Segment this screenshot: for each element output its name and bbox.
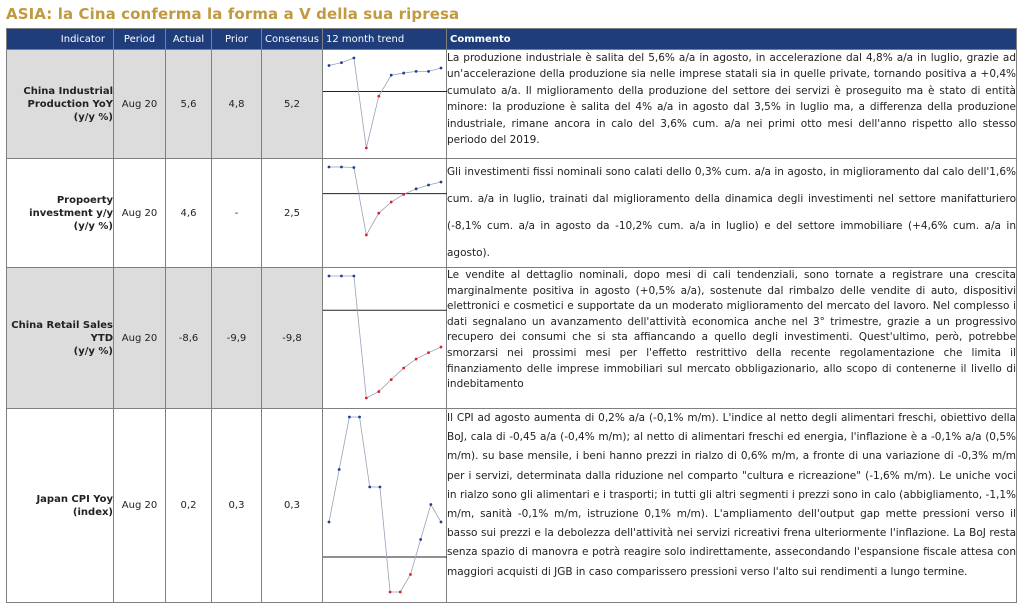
indicator-name xyxy=(7,268,114,409)
trend-point xyxy=(379,486,382,489)
trend-point xyxy=(340,275,343,278)
trend-point xyxy=(440,521,443,524)
trend-point xyxy=(399,591,402,594)
trend-line xyxy=(329,417,441,592)
consensus-cell: 5,2 xyxy=(262,50,323,159)
consensus-cell: 2,5 xyxy=(262,159,323,268)
trend-point xyxy=(328,521,331,524)
trend-line xyxy=(329,276,441,398)
indicator-name xyxy=(7,409,114,603)
table-row xyxy=(7,409,1017,603)
trend-point xyxy=(440,181,443,184)
trend-point xyxy=(419,538,422,541)
actual-cell: 0,2 xyxy=(166,409,212,603)
actual-cell: 5,6 xyxy=(166,50,212,159)
table-row xyxy=(7,50,1017,159)
trend-cell xyxy=(323,159,447,268)
trend-point xyxy=(365,234,368,237)
trend-cell xyxy=(323,268,447,409)
trend-line xyxy=(329,167,441,235)
trend-point xyxy=(328,64,331,67)
indicator-line: (index) xyxy=(72,506,113,518)
trend-point xyxy=(427,351,430,354)
header-consensus: Consensus xyxy=(262,29,323,50)
trend-point xyxy=(377,390,380,393)
trend-sparkline xyxy=(323,268,447,406)
prior-cell: 0,3 xyxy=(212,409,262,603)
consensus-cell: 0,3 xyxy=(262,409,323,603)
table-row xyxy=(7,268,1017,409)
indicator-line: Propoerty xyxy=(56,194,113,206)
comment-cell: Gli investimenti fissi nominali sono calati dello 0,3% cum. a/a in agosto, in miglioramento dal calo dell'1,6% cum. a/a in luglio, trainati dal miglioramento della dinamica degli investimenti nel settore manifatturiero (-8,1% cum. a/a in agosto da -10,2% cum. a/a in luglio) e del settore immobiliare (+4,6% cum. a/a in agosto). xyxy=(447,159,1017,268)
trend-point xyxy=(440,67,443,70)
comment-cell: La produzione industriale è salita del 5,6% a/a in agosto, in accelerazione dal 4,8% a/a in luglio, grazie ad un'accelerazione della produzione sia nelle imprese statali sia in quelle private, tornando positiva a +0,4% cumulato a/a. Il miglioramento della produzione del settore dei servizi è proseguito ma è stato di entità minore: la produzione è salita del 4% a/a in agosto dal 3,5% in luglio ma, a differenza della produzione industriale, rimane ancora in calo del 3,6% cum. a/a nei primi otto mesi dell'anno rispetto allo stesso periodo del 2019. xyxy=(447,50,1017,159)
indicator-line: (y/y %) xyxy=(73,220,113,232)
trend-point xyxy=(368,486,371,489)
trend-point xyxy=(328,275,331,278)
trend-point xyxy=(440,346,443,349)
trend-line xyxy=(329,58,441,148)
trend-sparkline xyxy=(323,159,447,243)
trend-point xyxy=(377,212,380,215)
header-indicator: Indicator xyxy=(7,29,114,50)
trend-point xyxy=(390,378,393,381)
actual-cell: 4,6 xyxy=(166,159,212,268)
trend-point xyxy=(352,166,355,169)
header-actual: Actual xyxy=(166,29,212,50)
indicator-line: China Retail Sales xyxy=(11,319,113,331)
consensus-cell: -9,8 xyxy=(262,268,323,409)
page-title: ASIA: la Cina conferma la forma a V della sua ripresa xyxy=(6,5,460,23)
trend-point xyxy=(427,184,430,187)
trend-point xyxy=(340,166,343,169)
trend-point xyxy=(415,187,418,190)
trend-point xyxy=(377,95,380,98)
comment-cell: Il CPI ad agosto aumenta di 0,2% a/a (-0,1% m/m). L'indice al netto degli alimentari freschi, obiettivo della BoJ, cala di -0,45 a/a (-0,4% m/m); al netto di alimentari freschi ed energia, l'inflazione è a -0,1% a/a (0,5% m/m). su base mensile, i beni hanno prezzi in rialzo di 0,6% m/m, a fronte di una variazione di -0,3% m/m per i servizi, determinata dalla riduzione nel comparto "cultura e ricreazione" (-1,6% m/m). Le uniche voci in rialzo sono gli alimentari e i trasporti; in tutti gli altri segmenti i prezzi sono in calo (abbigliamento, -1,1% m/m, sanità -0,1% m/m, istruzione 0,1% m/m). L'ampliamento dell'output gap mette pressioni verso il basso sui prezzi e la debolezza dell'attività nei servizi ricreativi frena ulteriormente l'inflazione. La BoJ resta senza spazio di manovra e potrà reagire solo indirettamente, assecondando l'espansione fiscale attesa con maggiori acquisti di JGB in caso comparissero pressioni verso l'alto sui rendimenti a lungo termine. xyxy=(447,409,1017,603)
trend-point xyxy=(365,147,368,150)
trend-point xyxy=(358,416,361,419)
trend-point xyxy=(402,72,405,75)
trend-point xyxy=(352,57,355,60)
indicator-line: Production YoY xyxy=(27,98,113,110)
table-row xyxy=(7,159,1017,268)
indicator-line: YTD xyxy=(90,332,113,344)
trend-point xyxy=(340,61,343,64)
trend-point xyxy=(402,367,405,370)
trend-point xyxy=(390,74,393,77)
indicator-line: (y/y %) xyxy=(73,345,113,357)
period-cell: Aug 20 xyxy=(114,50,166,159)
table-header-row xyxy=(7,29,1017,50)
prior-cell: 4,8 xyxy=(212,50,262,159)
trend-point xyxy=(389,591,392,594)
comment-cell: Le vendite al dettaglio nominali, dopo mesi di cali tendenziali, sono tornate a registrare una crescita marginalmente positiva in agosto (+0,5% a/a), sostenute dal rimbalzo delle vendite di auto, dispositivi elettronici e cosmetici e supportate da un moderato miglioramento del mercato del lavoro. Nel complesso i dati segnalano un avanzamento dell'attività economica anche nel 3° trimestre, grazie a un progressivo recupero dei consumi che si sta affiancando a quello degli investimenti. Quest'ultimo, però, potrebbe smorzarsi nei prossimi mesi per l'effetto restrittivo della recente regolamentazione che limita il finanziamento delle imprese immobiliari sul mercato obbligazionario, allo scopo di contenerne il livello di indebitamento xyxy=(447,268,1017,409)
period-cell: Aug 20 xyxy=(114,159,166,268)
trend-point xyxy=(415,358,418,361)
trend-point xyxy=(402,193,405,196)
prior-cell: -9,9 xyxy=(212,268,262,409)
indicator-name xyxy=(7,159,114,268)
header-trend: 12 month trend xyxy=(323,29,447,50)
indicator-line: (y/y %) xyxy=(73,111,113,123)
indicator-name xyxy=(7,50,114,159)
trend-sparkline xyxy=(323,409,447,600)
period-cell: Aug 20 xyxy=(114,268,166,409)
indicator-table xyxy=(6,28,1017,603)
actual-cell: -8,6 xyxy=(166,268,212,409)
trend-point xyxy=(338,468,341,471)
indicator-line: investment y/y xyxy=(29,207,113,219)
header-period: Period xyxy=(114,29,166,50)
trend-point xyxy=(365,397,368,400)
trend-point xyxy=(390,201,393,204)
period-cell: Aug 20 xyxy=(114,409,166,603)
trend-point xyxy=(409,573,412,576)
trend-cell xyxy=(323,50,447,159)
header-prior: Prior xyxy=(212,29,262,50)
indicator-line: Japan CPI Yoy xyxy=(36,493,113,505)
trend-point xyxy=(352,275,355,278)
trend-point xyxy=(427,70,430,73)
trend-sparkline xyxy=(323,50,447,156)
trend-point xyxy=(328,166,331,169)
trend-point xyxy=(429,503,432,506)
indicator-line: China Industrial xyxy=(23,85,113,97)
trend-point xyxy=(415,70,418,73)
prior-cell: - xyxy=(212,159,262,268)
trend-point xyxy=(348,416,351,419)
header-comment: Commento xyxy=(447,29,1017,50)
trend-cell xyxy=(323,409,447,603)
